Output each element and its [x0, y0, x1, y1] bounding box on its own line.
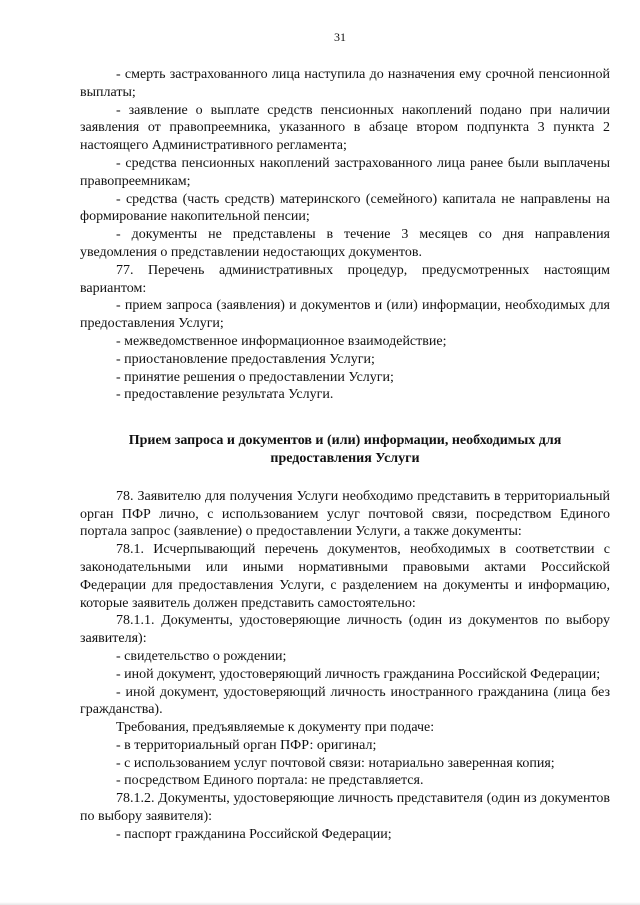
paragraph: - смерть застрахованного лица наступила до назначения ему срочной пенсионной выплаты;: [80, 67, 610, 100]
paragraph: 78. Заявителю для получения Услуги необходимо представить в территориальный орган ПФР лично, с использованием услуг почтовой связи, посредством Единого портала запрос (заявление) о предоставлении Услуги, а также документы:: [80, 488, 610, 540]
paragraph: 77. Перечень административных процедур, предусмотренных настоящим вариантом:: [80, 262, 610, 296]
paragraph: 78.1. Исчерпывающий перечень документов, необходимых в соответствии с законодательными или иными нормативными правовыми актами Российской Федерации для предоставления Услуги, с разделением на документы и информацию, которые заявитель должен представить самостоятельно:: [80, 542, 610, 611]
paragraph: - предоставление результата Услуги.: [116, 387, 334, 403]
paragraph: 78.1.1. Документы, удостоверяющие личность (один из документов по выбору заявителя):: [80, 613, 610, 647]
document-body: [80, 66, 610, 844]
paragraph: - свидетельство о рождении;: [116, 648, 287, 664]
paragraph: 78.1.2. Документы, удостоверяющие личность представителя (один из документов по выбору заявителя):: [80, 791, 610, 825]
paragraph: - прием запроса (заявления) и документов и (или) информации, необходимых для предоставления Услуги;: [80, 298, 610, 332]
paragraph: - заявление о выплате средств пенсионных накоплений подано при наличии заявления от правопреемника, указанного в абзаце втором подпункта 3 пункта 2 настоящего Административного регламента;: [80, 102, 610, 154]
paragraph: - паспорт гражданина Российской Федерации;: [116, 826, 392, 842]
page-number: 31: [334, 30, 346, 44]
paragraph: - межведомственное информационное взаимодействие;: [116, 333, 447, 349]
paragraph: - документы не представлены в течение 3 месяцев со дня направления уведомления о представлении недостающих документов.: [80, 227, 610, 260]
paragraph: Требования, предъявляемые к документу при подаче:: [116, 720, 435, 736]
section-heading: Прием запроса и документов и (или) информации, необходимых для предоставления Услуги: [128, 433, 562, 466]
paragraph: - в территориальный орган ПФР: оригинал;: [116, 737, 377, 753]
paragraph: - посредством Единого портала: не представляется.: [116, 773, 424, 789]
paragraph: - иной документ, удостоверяющий личность иностранного гражданина (лица без гражданства).: [80, 684, 610, 718]
paragraph: - иной документ, удостоверяющий личность гражданина Российской Федерации;: [116, 666, 601, 682]
paragraph: - принятие решения о предоставлении Услуги;: [116, 369, 394, 385]
paragraph: - средства (часть средств) материнского (семейного) капитала не направлены на формирование накопительной пенсии;: [80, 191, 610, 225]
paragraph: - приостановление предоставления Услуги;: [116, 351, 375, 367]
paragraph: - средства пенсионных накоплений застрахованного лица ранее были выплачены правопреемникам;: [80, 155, 610, 189]
paragraph: - с использованием услуг почтовой связи: нотариально заверенная копия;: [116, 755, 555, 771]
